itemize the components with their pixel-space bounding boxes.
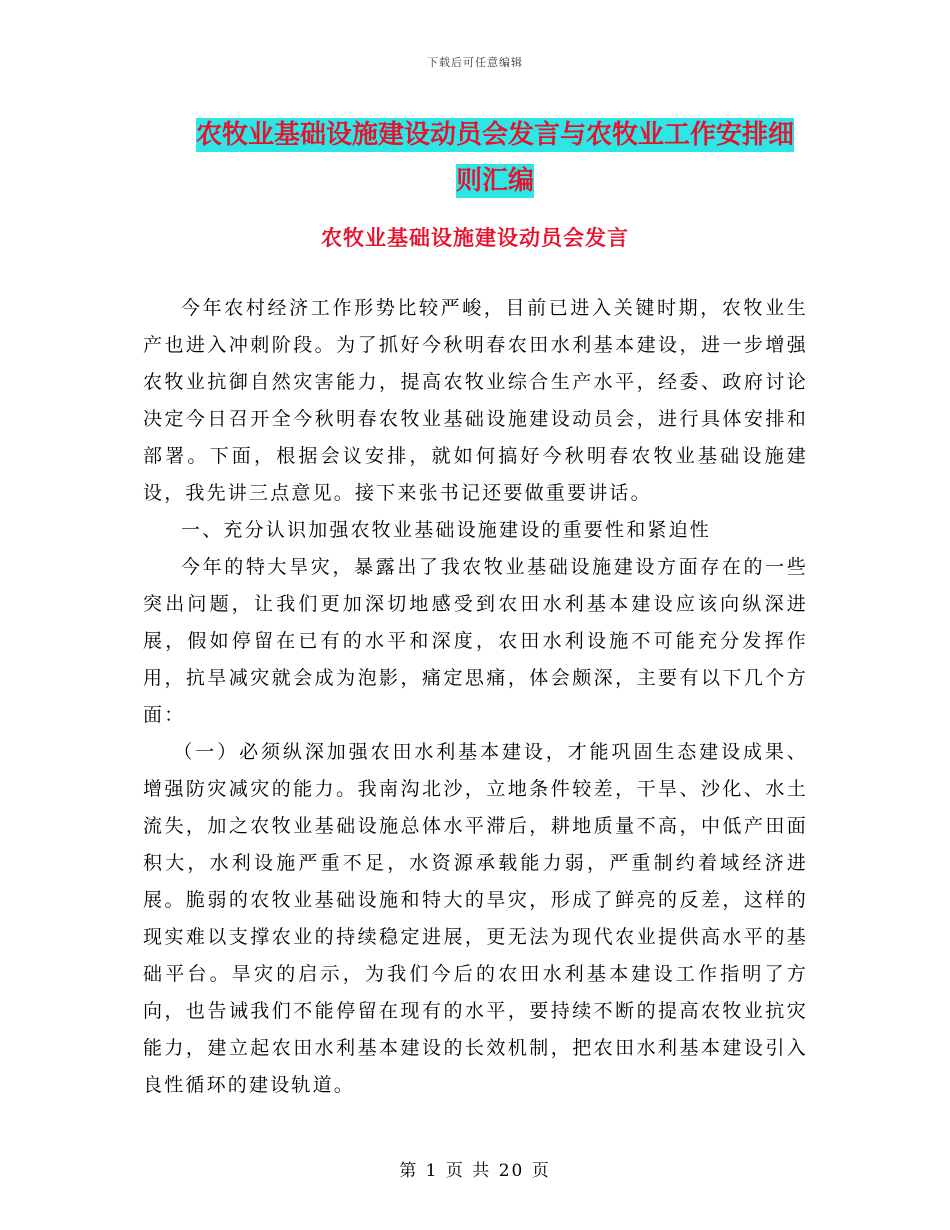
section-title: 农牧业基础设施建设动员会发言	[321, 225, 629, 250]
paragraph-heading-1: 一、充分认识加强农牧业基础设施建设的重要性和紧迫性	[181, 519, 712, 541]
page-number-footer: 第 1 页 共 20 页	[399, 1161, 551, 1181]
document-title	[150, 112, 840, 204]
document-body	[143, 290, 808, 1104]
page-header-note: 下载后可任意编辑	[427, 56, 523, 69]
paragraph-drought: 今年的特大旱灾，暴露出了我农牧业基础设施建设方面存在的一些突出问题，让我们更加深切地感受到农田水利基本建设应该向纵深进展，假如停留在已有的水平和深度，农田水利设施不可能充分发挥作用，抗旱减灾就会成为泡影，痛定思痛，体会颇深，主要有以下几个方面：	[143, 556, 808, 726]
document-title-line-2: 则汇编	[455, 166, 534, 196]
paragraph-intro: 今年农村经济工作形势比较严峻，目前已进入关键时期，农牧业生产也进入冲刺阶段。为了抓好今秋明春农田水利基本建设，进一步增强农牧业抗御自然灾害能力，提高农牧业综合生产水平，经委、政府讨论决定今日召开全今秋明春农牧业基础设施建设动员会，进行具体安排和部署。下面，根据会议安排，就如何搞好今秋明春农牧业基础设施建设，我先讲三点意见。接下来张书记还要做重要讲话。	[143, 297, 808, 504]
document-title-line-1: 农牧业基础设施建设动员会发言与农牧业工作安排细	[195, 120, 794, 150]
paragraph-item-1: （一）必须纵深加强农田水利基本建设，才能巩固生态建设成果、增强防灾减灾的能力。我南沟北沙，立地条件较差，干旱、沙化、水土流失，加之农牧业基础设施总体水平滞后，耕地质量不高，中低产田面积大，水利设施严重不足，水资源承载能力弱，严重制约着域经济进展。脆弱的农牧业基础设施和特大的旱灾，形成了鲜亮的反差，这样的现实难以支撑农业的持续稳定进展，更无法为现代农业提供高水平的基础平台。旱灾的启示，为我们今后的农田水利基本建设工作指明了方向，也告诫我们不能停留在现有的水平，要持续不断的提高农牧业抗灾能力，建立起农田水利基本建设的长效机制，把农田水利基本建设引入良性循环的建设轨道。	[143, 741, 808, 1096]
